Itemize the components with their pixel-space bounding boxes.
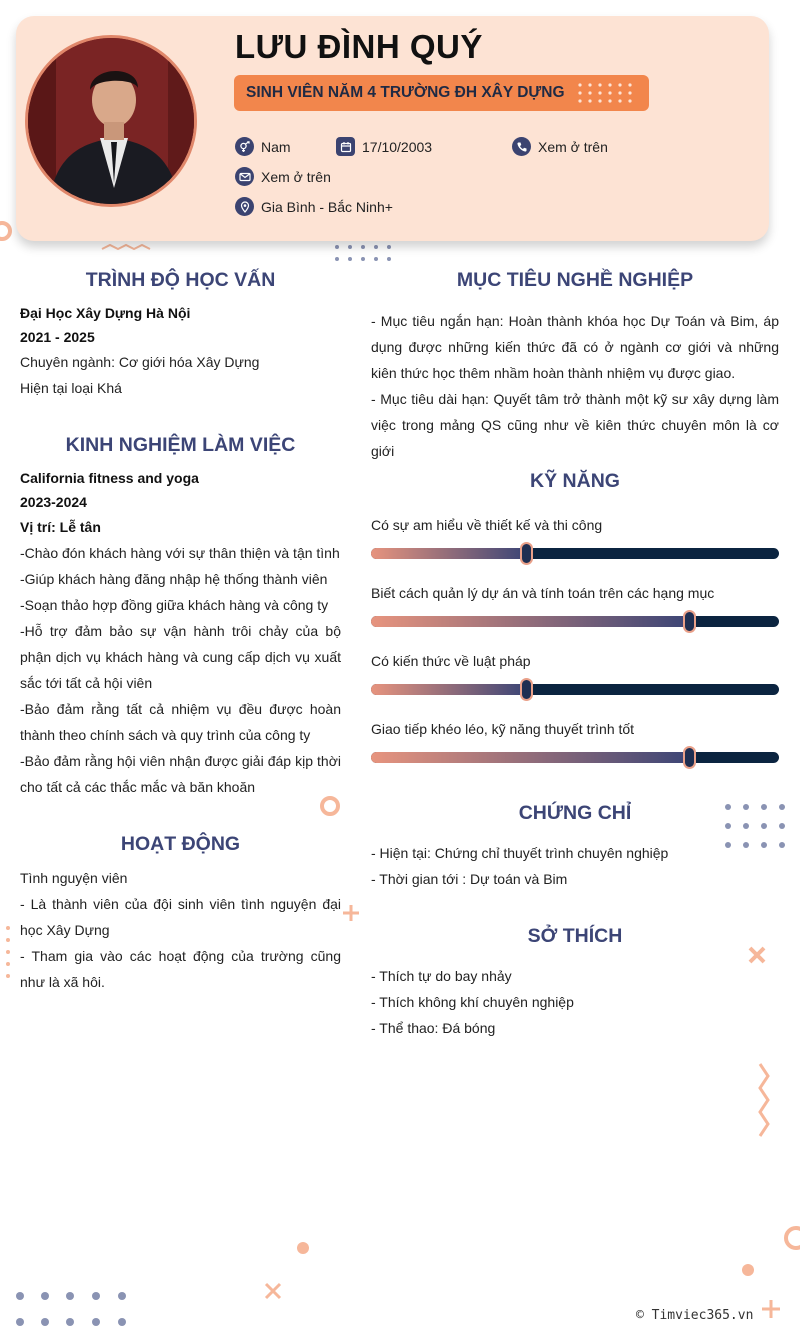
certificate-item: - Thời gian tới : Dự toán và Bim bbox=[371, 871, 568, 887]
dots-decoration-icon bbox=[577, 81, 633, 105]
education-title: TRÌNH ĐỘ HỌC VẤN bbox=[85, 269, 276, 291]
gender-icon bbox=[235, 137, 254, 156]
activities-title: HOẠT ĐỘNG bbox=[120, 833, 241, 855]
email-value: Xem ở trên bbox=[261, 168, 331, 185]
email-icon bbox=[235, 167, 254, 186]
birthdate-row bbox=[336, 137, 432, 156]
certificate-item: - Hiện tại: Chứng chỉ thuyết trình chuyên nghiệp bbox=[371, 845, 669, 861]
activities-list bbox=[20, 865, 341, 995]
calendar-icon bbox=[336, 137, 355, 156]
skill-bar bbox=[371, 616, 779, 627]
education-major: Chuyên ngành: Cơ giới hóa Xây Dựng bbox=[20, 354, 260, 370]
experience-period: 2023-2024 bbox=[20, 494, 87, 510]
skill-bar-fill bbox=[371, 684, 526, 695]
objective-content bbox=[371, 308, 779, 464]
experience-duties bbox=[20, 540, 341, 800]
address-value: Gia Bình - Bắc Ninh+ bbox=[261, 198, 393, 215]
experience-title: KINH NGHIỆM LÀM VIỆC bbox=[65, 434, 296, 456]
activity-item: - Là thành viên của đội sinh viên tình nguyện đại học Xây Dựng bbox=[20, 896, 341, 938]
experience-position: Vị trí: Lễ tân bbox=[20, 519, 101, 535]
candidate-name: LƯU ĐÌNH QUÝ bbox=[235, 28, 483, 65]
person-photo-icon bbox=[28, 38, 197, 207]
skill-label: Biết cách quản lý dự án và tính toán trên các hạng mục bbox=[371, 585, 715, 601]
skill-bar-knob bbox=[683, 746, 696, 769]
objective-long-term: - Mục tiêu dài hạn: Quyết tâm trở thành một kỹ sư xây dựng làm việc trong mảng QS cũng như về kiên thức chuyên môn là cơ giới bbox=[371, 391, 779, 459]
skill-bar bbox=[371, 752, 779, 763]
education-period: 2021 - 2025 bbox=[20, 329, 95, 345]
skill-bar-knob bbox=[683, 610, 696, 633]
skill-bar bbox=[371, 684, 779, 695]
hobby-item: - Thích tự do bay nhảy bbox=[371, 968, 512, 984]
job-title-bar bbox=[234, 75, 649, 111]
birthdate-value: 17/10/2003 bbox=[362, 138, 433, 155]
certificates-list bbox=[371, 840, 779, 892]
skill-bar-fill bbox=[371, 616, 689, 627]
hobbies-list bbox=[371, 963, 779, 1041]
skill-bar-knob bbox=[520, 678, 533, 701]
certificates-title: CHỨNG CHỈ bbox=[518, 802, 632, 824]
job-title: SINH VIÊN NĂM 4 TRƯỜNG ĐH XÂY DỰNG bbox=[246, 84, 565, 101]
avatar bbox=[25, 35, 197, 207]
duty-item: -Soạn thảo hợp đồng giữa khách hàng và công ty bbox=[20, 597, 329, 613]
phone-value: Xem ở trên bbox=[538, 138, 608, 155]
gender-row bbox=[235, 137, 291, 156]
gender-value: Nam bbox=[261, 138, 291, 155]
hobbies-title: SỞ THÍCH bbox=[527, 925, 623, 947]
duty-item: -Bảo đảm rằng hội viên nhận được giải đáp kịp thời cho tất cả các thắc mắc và băn khoăn bbox=[20, 753, 341, 795]
skill-bar-knob bbox=[520, 542, 533, 565]
education-rank: Hiện tại loại Khá bbox=[20, 380, 122, 396]
skill-label: Có sự am hiểu về thiết kế và thi công bbox=[371, 517, 603, 533]
footer-copyright: © Timviec365.vn bbox=[636, 1308, 754, 1323]
duty-item: -Chào đón khách hàng với sự thân thiện và tận tình bbox=[20, 545, 340, 561]
location-pin-icon bbox=[235, 197, 254, 216]
skills-title: KỸ NĂNG bbox=[530, 470, 620, 492]
phone-row bbox=[512, 137, 608, 156]
skill-bar bbox=[371, 548, 779, 559]
duty-item: -Giúp khách hàng đăng nhập hệ thống thành viên bbox=[20, 571, 328, 587]
hobby-item: - Thể thao: Đá bóng bbox=[371, 1020, 496, 1036]
duty-item: -Hỗ trợ đảm bảo sự vận hành trôi chảy của bộ phận dịch vụ khách hàng và cung cấp dịch vụ xuất sắc tới tất cả hội viên bbox=[20, 623, 341, 691]
objective-title: MỤC TIÊU NGHỀ NGHIỆP bbox=[456, 269, 694, 291]
objective-short-term: - Mục tiêu ngắn hạn: Hoàn thành khóa học Dự Toán và Bim, áp dụng được những kiến thức đã có ở ngành cơ giới và những kiên thức học thêm nhầm hoàn thành nhiệm vụ được giao. bbox=[371, 313, 779, 381]
activity-item: - Tham gia vào các hoạt động của trường cũng như là xã hôi. bbox=[20, 948, 341, 990]
skill-bar-fill bbox=[371, 752, 689, 763]
email-row bbox=[235, 167, 331, 186]
skill-bar-fill bbox=[371, 548, 526, 559]
skill-label: Giao tiếp khéo léo, kỹ năng thuyết trình tốt bbox=[371, 721, 635, 737]
activity-item: Tình nguyện viên bbox=[20, 870, 128, 886]
hobby-item: - Thích không khí chuyên nghiệp bbox=[371, 994, 574, 1010]
duty-item: -Bảo đảm rằng tất cả nhiệm vụ đều được hoàn thành theo chính sách và quy trình của công ty bbox=[20, 701, 341, 743]
experience-company: California fitness and yoga bbox=[20, 470, 199, 486]
address-row bbox=[235, 197, 393, 216]
education-school: Đại Học Xây Dựng Hà Nội bbox=[20, 305, 191, 321]
skill-label: Có kiến thức về luật pháp bbox=[371, 653, 531, 669]
phone-icon bbox=[512, 137, 531, 156]
